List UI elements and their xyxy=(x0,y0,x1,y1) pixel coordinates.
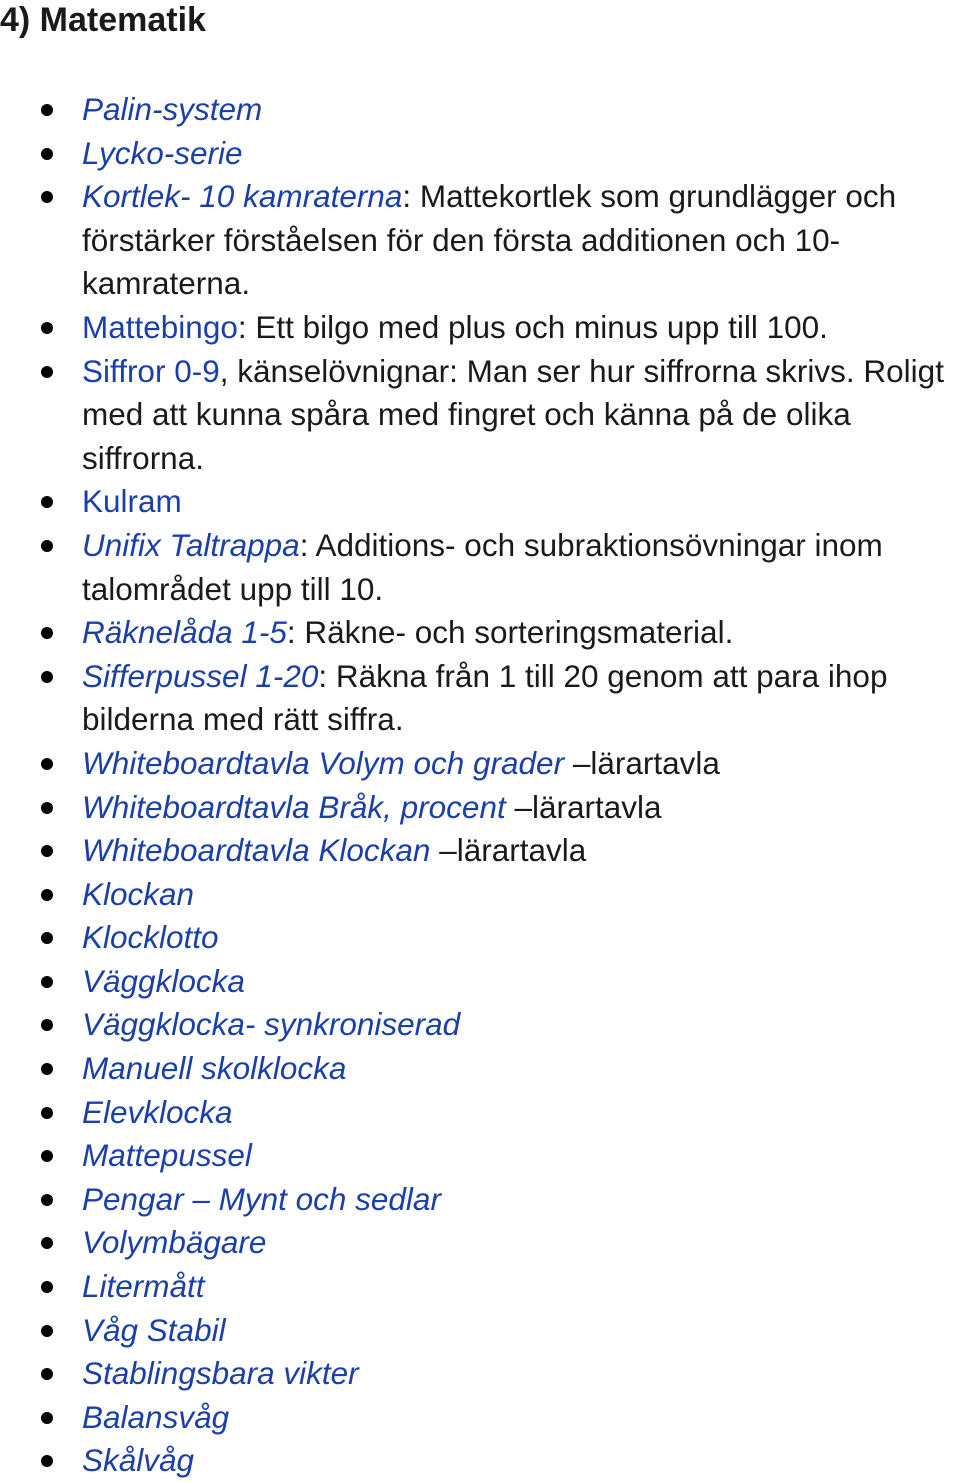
item-link[interactable]: Väggklocka xyxy=(82,962,245,999)
list-item xyxy=(0,1352,960,1396)
list-item xyxy=(0,1178,960,1222)
item-link[interactable]: Whiteboardtavla Volym och grader xyxy=(82,744,565,781)
bullet-icon xyxy=(41,671,53,683)
materials-list xyxy=(0,88,960,1483)
bullet-icon xyxy=(41,322,53,334)
item-link[interactable]: Volymbägare xyxy=(82,1224,267,1261)
item-description: –lärartavla xyxy=(505,788,662,825)
list-item xyxy=(0,873,960,917)
bullet-icon xyxy=(41,1107,53,1119)
item-link[interactable]: Sifferpussel 1-20 xyxy=(82,657,319,694)
bullet-icon xyxy=(41,1237,53,1249)
list-item xyxy=(0,1265,960,1309)
item-link[interactable]: Manuell skolklocka xyxy=(82,1050,347,1087)
item-link[interactable]: Skålvåg xyxy=(82,1442,195,1479)
item-link[interactable]: Klockan xyxy=(82,875,195,912)
item-description: –lärartavla xyxy=(430,832,587,869)
section-heading: 4) Matematik xyxy=(0,1,206,39)
bullet-icon xyxy=(41,191,53,203)
bullet-icon xyxy=(41,1019,53,1031)
bullet-icon xyxy=(41,932,53,944)
bullet-icon xyxy=(41,1194,53,1206)
item-link[interactable]: Klocklotto xyxy=(82,919,219,956)
item-link[interactable]: Whiteboardtavla Bråk, procent xyxy=(82,788,506,825)
item-link[interactable]: Mattepussel xyxy=(82,1137,252,1174)
list-item xyxy=(0,960,960,1004)
item-link[interactable]: Räknelåda 1-5 xyxy=(82,614,287,651)
bullet-icon xyxy=(41,104,53,116)
bullet-icon xyxy=(41,758,53,770)
bullet-icon xyxy=(41,889,53,901)
item-description: : Mattekortlek som grundlägger och förstärker förståelsen för den första additionen och 10-kamraterna. xyxy=(82,178,897,302)
list-item xyxy=(0,916,960,960)
list-item xyxy=(0,480,960,524)
list-item xyxy=(0,88,960,132)
item-description: : Räkna från 1 till 20 genom att para ihop bilderna med rätt siffra. xyxy=(82,657,888,738)
list-item xyxy=(0,1221,960,1265)
bullet-icon xyxy=(41,845,53,857)
list-item xyxy=(0,1134,960,1178)
item-link[interactable]: Stablingsbara vikter xyxy=(82,1355,359,1392)
item-link[interactable]: Unifix Taltrappa xyxy=(82,526,300,563)
list-item xyxy=(0,1047,960,1091)
list-item xyxy=(0,1091,960,1135)
bullet-icon xyxy=(41,1063,53,1075)
item-link[interactable]: Lycko-serie xyxy=(82,134,243,171)
item-description: : Ett bilgo med plus och minus upp till 100. xyxy=(237,308,828,345)
list-item xyxy=(0,1396,960,1440)
item-link[interactable]: Whiteboardtavla Klockan xyxy=(82,832,431,869)
list-item xyxy=(0,611,960,655)
list-item xyxy=(0,1439,960,1483)
bullet-icon xyxy=(41,1412,53,1424)
bullet-icon xyxy=(41,496,53,508)
item-link[interactable]: Palin-system xyxy=(82,91,263,127)
list-item xyxy=(0,524,960,611)
list-item xyxy=(0,1309,960,1353)
item-description: , känselövnignar: Man ser hur siffrorna skrivs. Roligt med att kunna spåra med fingret och känna på de olika siffrorna. xyxy=(82,352,944,476)
list-item xyxy=(0,1003,960,1047)
bullet-icon xyxy=(41,366,53,378)
item-link[interactable]: Kulram xyxy=(82,483,182,520)
list-item xyxy=(0,132,960,176)
bullet-icon xyxy=(41,540,53,552)
bullet-icon xyxy=(41,1325,53,1337)
item-link[interactable]: Våg Stabil xyxy=(82,1311,226,1348)
item-link[interactable]: Väggklocka- synkroniserad xyxy=(82,1006,461,1043)
item-link[interactable]: Kortlek- 10 kamraterna xyxy=(82,178,403,215)
bullet-icon xyxy=(41,1455,53,1467)
item-link[interactable]: Balansvåg xyxy=(82,1398,230,1435)
bullet-icon xyxy=(41,1368,53,1380)
item-description: : Räkne- och sorteringsmaterial. xyxy=(286,614,734,651)
list-item xyxy=(0,350,960,481)
item-description: : Additions- och subraktionsövningar inom talområdet upp till 10. xyxy=(82,526,883,607)
bullet-icon xyxy=(41,1281,53,1293)
item-link[interactable]: Mattebingo xyxy=(82,308,238,345)
item-link[interactable]: Pengar – Mynt och sedlar xyxy=(82,1180,441,1217)
bullet-icon xyxy=(41,148,53,160)
list-item xyxy=(0,655,960,742)
bullet-icon xyxy=(41,627,53,639)
list-item xyxy=(0,742,960,786)
item-link[interactable]: Litermått xyxy=(82,1268,205,1305)
bullet-icon xyxy=(41,1150,53,1162)
list-item xyxy=(0,306,960,350)
list-item xyxy=(0,829,960,873)
list-item xyxy=(0,786,960,830)
list-item xyxy=(0,175,960,306)
bullet-icon xyxy=(41,976,53,988)
item-link[interactable]: Elevklocka xyxy=(82,1093,233,1130)
item-link[interactable]: Siffror 0-9 xyxy=(82,352,220,389)
item-description: –lärartavla xyxy=(564,744,720,781)
bullet-icon xyxy=(41,802,53,814)
